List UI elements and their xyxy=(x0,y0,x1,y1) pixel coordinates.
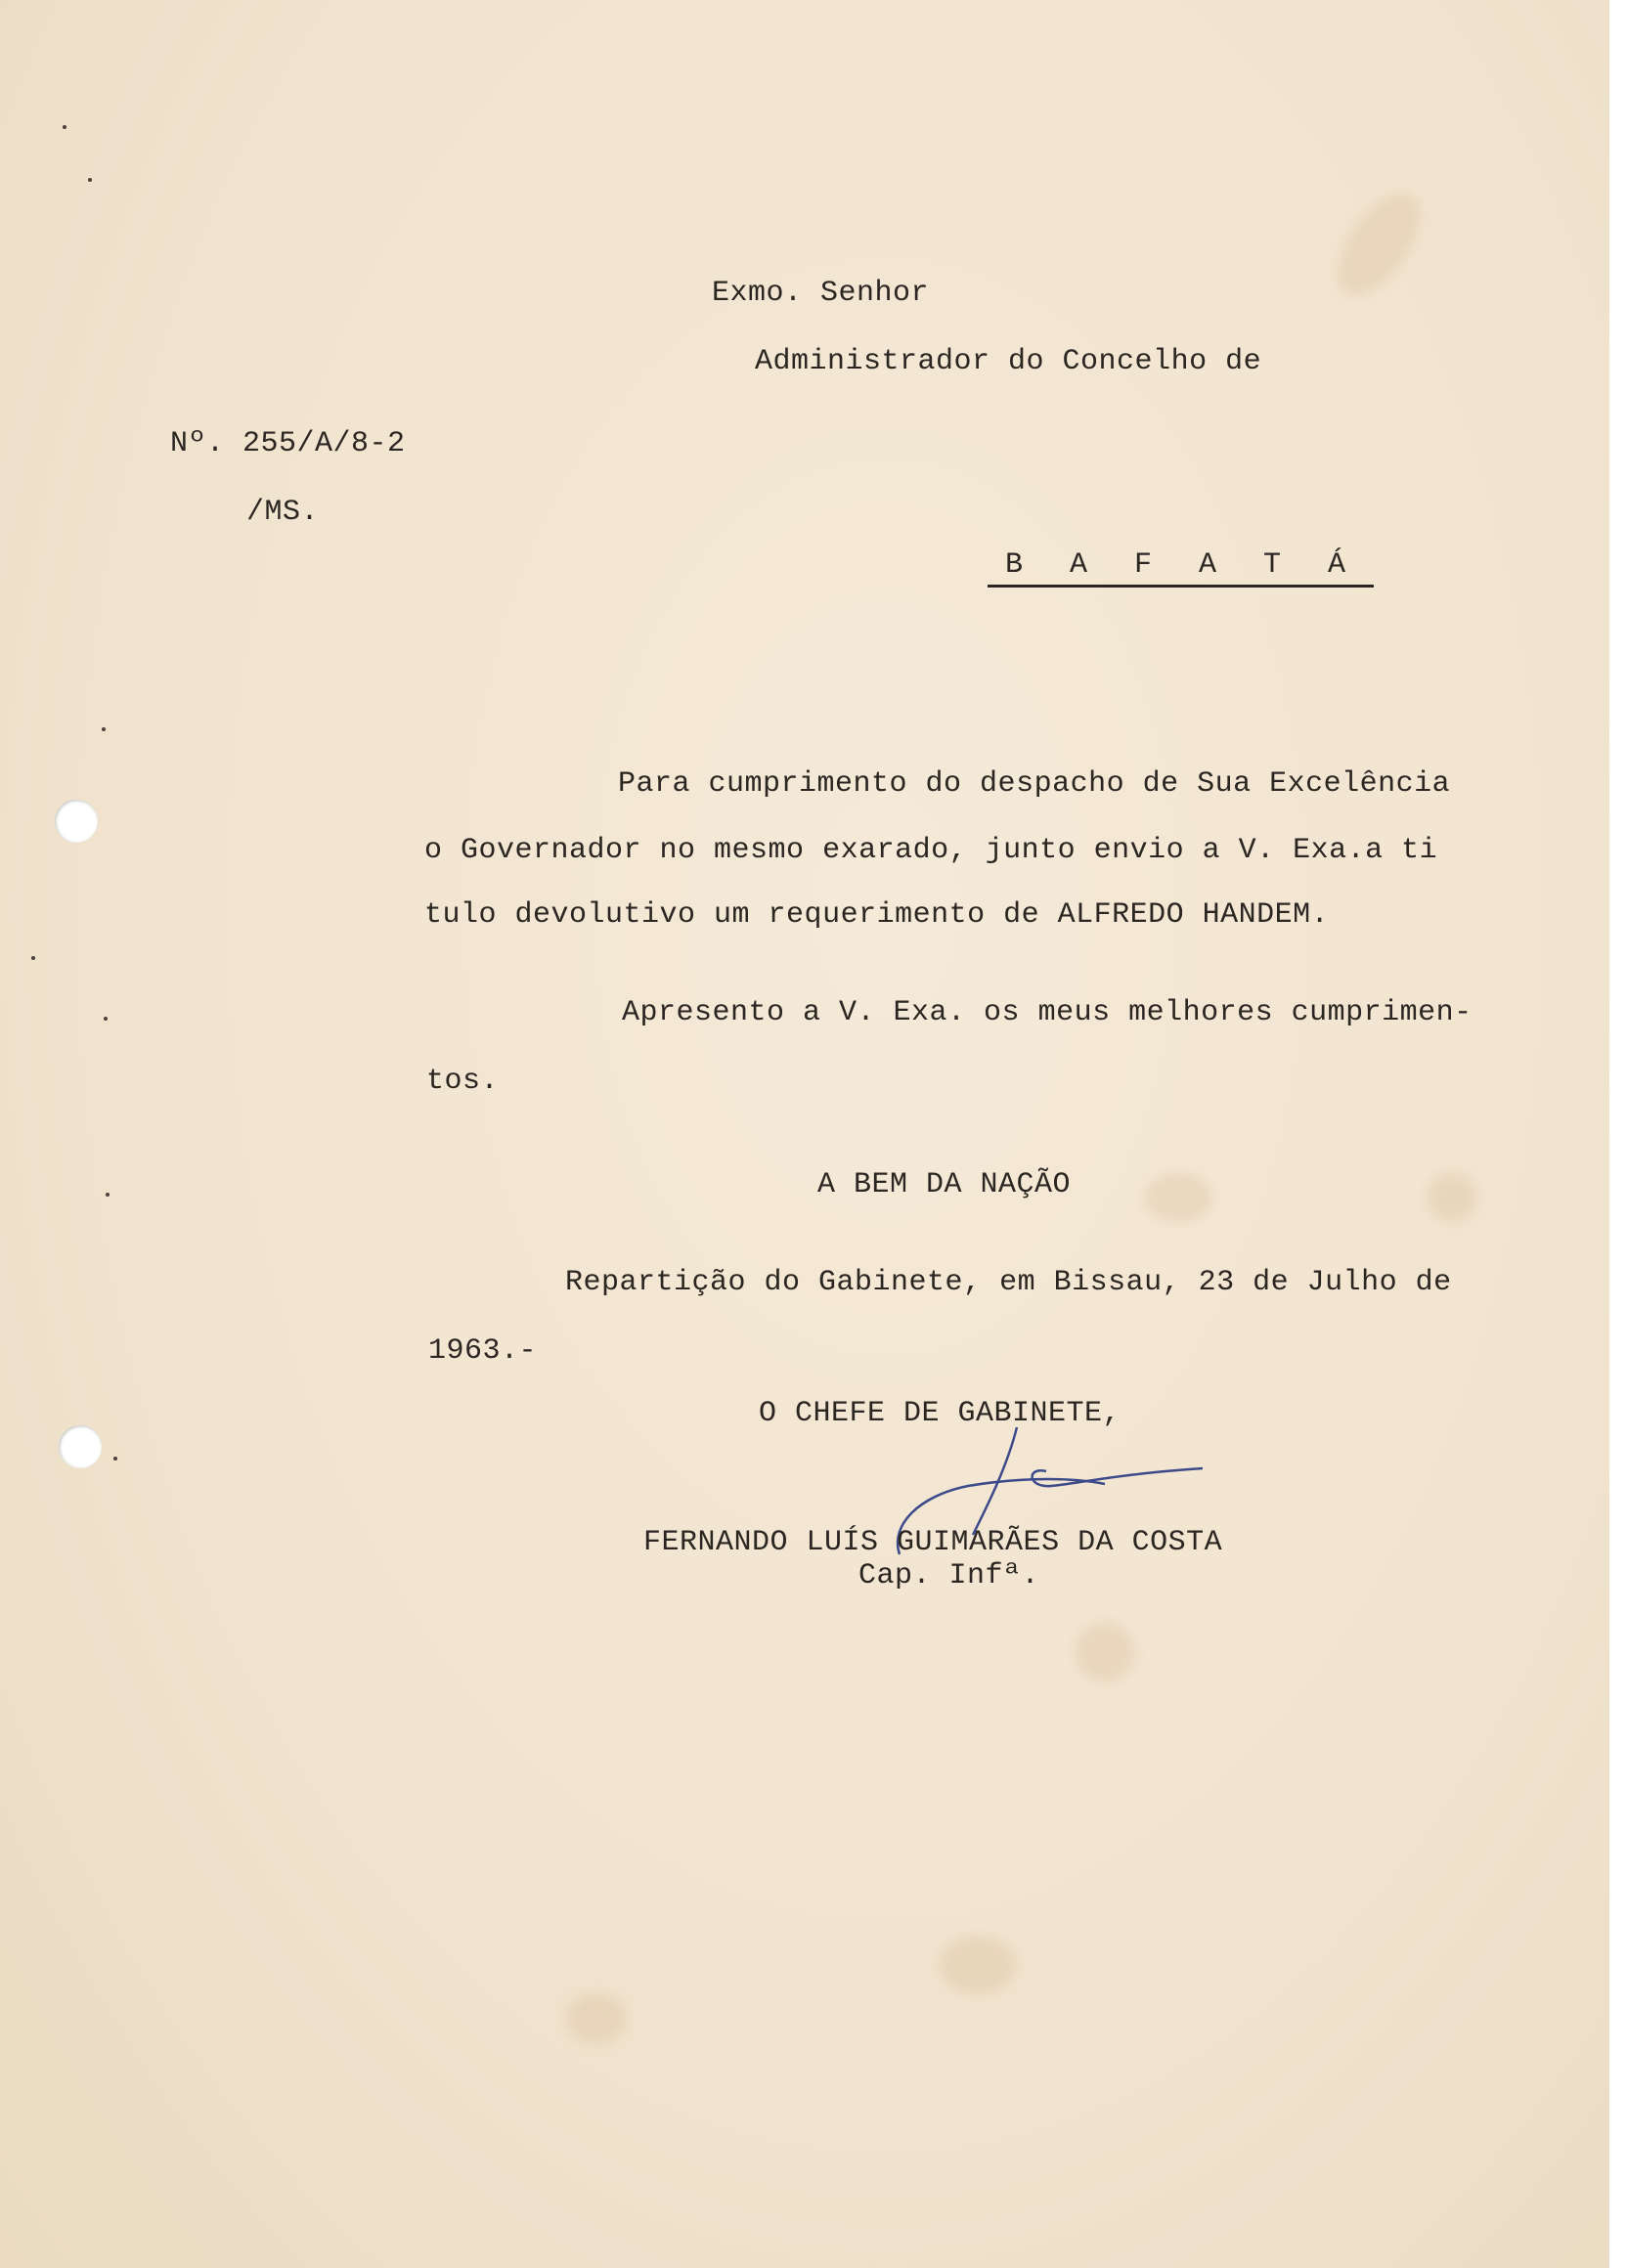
margin-speck xyxy=(106,1193,110,1197)
punch-hole xyxy=(55,800,98,843)
scan-margin xyxy=(1609,0,1627,2268)
salutation: Exmo. Senhor xyxy=(712,277,930,310)
paper-stain xyxy=(1428,1173,1476,1222)
paper-stain xyxy=(1076,1623,1134,1681)
closing-line: Apresento a V. Exa. os meus melhores cumprimen- xyxy=(622,996,1473,1029)
paper-stain xyxy=(1144,1173,1212,1222)
margin-speck xyxy=(102,727,106,731)
body-line: Para cumprimento do despacho de Sua Excelência xyxy=(618,767,1451,801)
margin-speck xyxy=(88,178,92,182)
body-line: tulo devolutivo um requerimento de ALFREDO HANDEM. xyxy=(424,898,1330,932)
place-heading: B A F A T Á xyxy=(988,547,1374,588)
recipient-title: Administrador do Concelho de xyxy=(755,345,1262,378)
signatory-name: FERNANDO LUÍS GUIMARÃES DA COSTA xyxy=(643,1526,1223,1559)
paper-stain xyxy=(1321,180,1436,310)
signatory-rank: Cap. Infª. xyxy=(858,1559,1040,1592)
signatory-title: O CHEFE DE GABINETE, xyxy=(759,1397,1121,1430)
margin-speck xyxy=(31,956,35,960)
paper-stain xyxy=(567,1994,626,2043)
reference-number: Nº. 255/A/8-2 xyxy=(170,427,406,460)
paper-stain xyxy=(939,1936,1017,1994)
motto: A BEM DA NAÇÃO xyxy=(817,1168,1072,1201)
punch-hole xyxy=(59,1425,102,1468)
margin-speck xyxy=(113,1457,117,1461)
closing-line: tos. xyxy=(426,1065,500,1098)
margin-speck xyxy=(63,125,66,129)
dateline: Repartição do Gabinete, em Bissau, 23 de Julho de xyxy=(565,1266,1452,1299)
body-line: o Governador no mesmo exarado, junto envio a V. Exa.a ti xyxy=(424,834,1438,867)
margin-speck xyxy=(104,1017,108,1021)
dateline: 1963.- xyxy=(428,1334,538,1368)
reference-suffix: /MS. xyxy=(246,496,320,529)
